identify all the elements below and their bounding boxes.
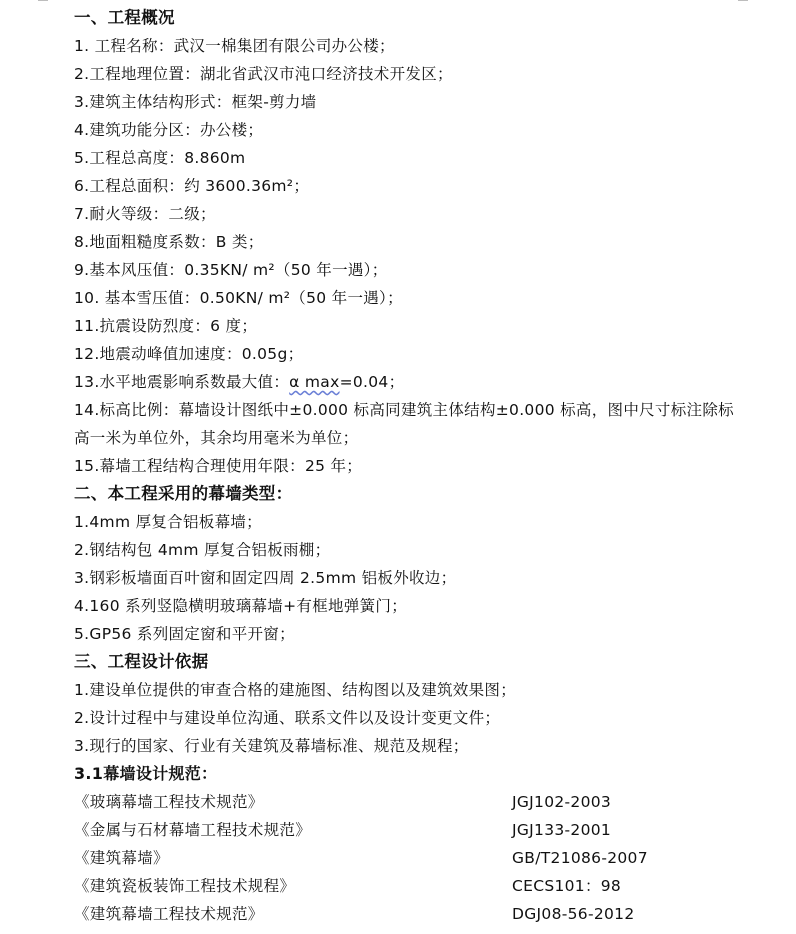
subsection-heading-design-codes: 3.1幕墙设计规范： bbox=[74, 764, 218, 783]
overview-item-13-value: =0.04； bbox=[339, 373, 405, 391]
design-basis-item-2: 2.设计过程中与建设单位沟通、联系文件以及设计变更文件； bbox=[74, 709, 501, 727]
overview-item-7: 7.耐火等级：二级； bbox=[74, 205, 216, 223]
margin-corner-mark-right bbox=[738, 0, 748, 1]
standard-name: 《玻璃幕墙工程技术规范》 bbox=[74, 793, 264, 811]
wall-type-item-5: 5.GP56 系列固定窗和平开窗； bbox=[74, 625, 295, 643]
overview-item-12: 12.地震动峰值加速度：0.05g； bbox=[74, 345, 304, 363]
overview-item-2: 2.工程地理位置：湖北省武汉市沌口经济技术开发区； bbox=[74, 65, 453, 83]
standard-name: 《建筑幕墙》 bbox=[74, 849, 169, 867]
margin-corner-mark-left bbox=[38, 0, 48, 1]
standard-row bbox=[74, 872, 734, 900]
overview-item-10: 10. 基本雪压值：0.50KN/ m²（50 年一遇）； bbox=[74, 289, 403, 307]
overview-item-8: 8.地面粗糙度系数：B 类； bbox=[74, 233, 264, 251]
wall-type-item-4: 4.160 系列竖隐横明玻璃幕墙+有框地弹簧门； bbox=[74, 597, 407, 615]
overview-item-11: 11.抗震设防烈度：6 度； bbox=[74, 317, 258, 335]
standard-code: JGJ102-2003 bbox=[512, 793, 612, 811]
wall-type-item-3: 3.钢彩板墙面百叶窗和固定四周 2.5mm 铝板外收边； bbox=[74, 569, 457, 587]
section-heading-design-basis: 三、工程设计依据 bbox=[74, 652, 209, 671]
overview-item-1: 1. 工程名称：武汉一棉集团有限公司办公楼； bbox=[74, 37, 395, 55]
standard-row bbox=[74, 788, 734, 816]
standard-name: 《建筑瓷板装饰工程技术规程》 bbox=[74, 877, 296, 895]
standard-row bbox=[74, 844, 734, 872]
standard-code: CECS101：98 bbox=[512, 877, 622, 895]
wall-type-item-1: 1.4mm 厚复合铝板幕墙； bbox=[74, 513, 262, 531]
standard-name: 《建筑幕墙工程技术规范》 bbox=[74, 905, 264, 923]
design-basis-item-1: 1.建设单位提供的审查合格的建施图、结构图以及建筑效果图； bbox=[74, 681, 516, 699]
overview-item-6: 6.工程总面积：约 3600.36m²； bbox=[74, 177, 310, 195]
design-basis-item-3: 3.现行的国家、行业有关建筑及幕墙标准、规范及规程； bbox=[74, 737, 469, 755]
overview-item-14: 14.标高比例：幕墙设计图纸中±0.000 标高同建筑主体结构±0.000 标高，图中尺寸标注除标高一米为单位外，其余均用毫米为单位； bbox=[74, 401, 734, 447]
document-body bbox=[74, 4, 734, 928]
standard-row bbox=[74, 900, 734, 928]
alpha-max-symbol: α max bbox=[289, 373, 340, 391]
overview-item-3: 3.建筑主体结构形式：框架-剪力墙 bbox=[74, 93, 317, 111]
wall-type-item-2: 2.钢结构包 4mm 厚复合铝板雨棚； bbox=[74, 541, 331, 559]
overview-item-9: 9.基本风压值：0.35KN/ m²（50 年一遇）； bbox=[74, 261, 388, 279]
section-heading-overview: 一、工程概况 bbox=[74, 8, 175, 27]
standard-row bbox=[74, 816, 734, 844]
standard-code: JGJ133-2001 bbox=[512, 821, 612, 839]
overview-item-15: 15.幕墙工程结构合理使用年限：25 年； bbox=[74, 457, 363, 475]
section-heading-curtain-wall-types: 二、本工程采用的幕墙类型： bbox=[74, 484, 293, 503]
overview-item-4: 4.建筑功能分区：办公楼； bbox=[74, 121, 264, 139]
overview-item-5: 5.工程总高度：8.860m bbox=[74, 149, 246, 167]
standard-code: GB/T21086-2007 bbox=[512, 849, 648, 867]
overview-item-13 bbox=[74, 368, 734, 396]
standard-code: DGJ08-56-2012 bbox=[512, 905, 635, 923]
standard-name: 《金属与石材幕墙工程技术规范》 bbox=[74, 821, 312, 839]
overview-item-13-label: 13.水平地震影响系数最大值： bbox=[74, 373, 290, 391]
